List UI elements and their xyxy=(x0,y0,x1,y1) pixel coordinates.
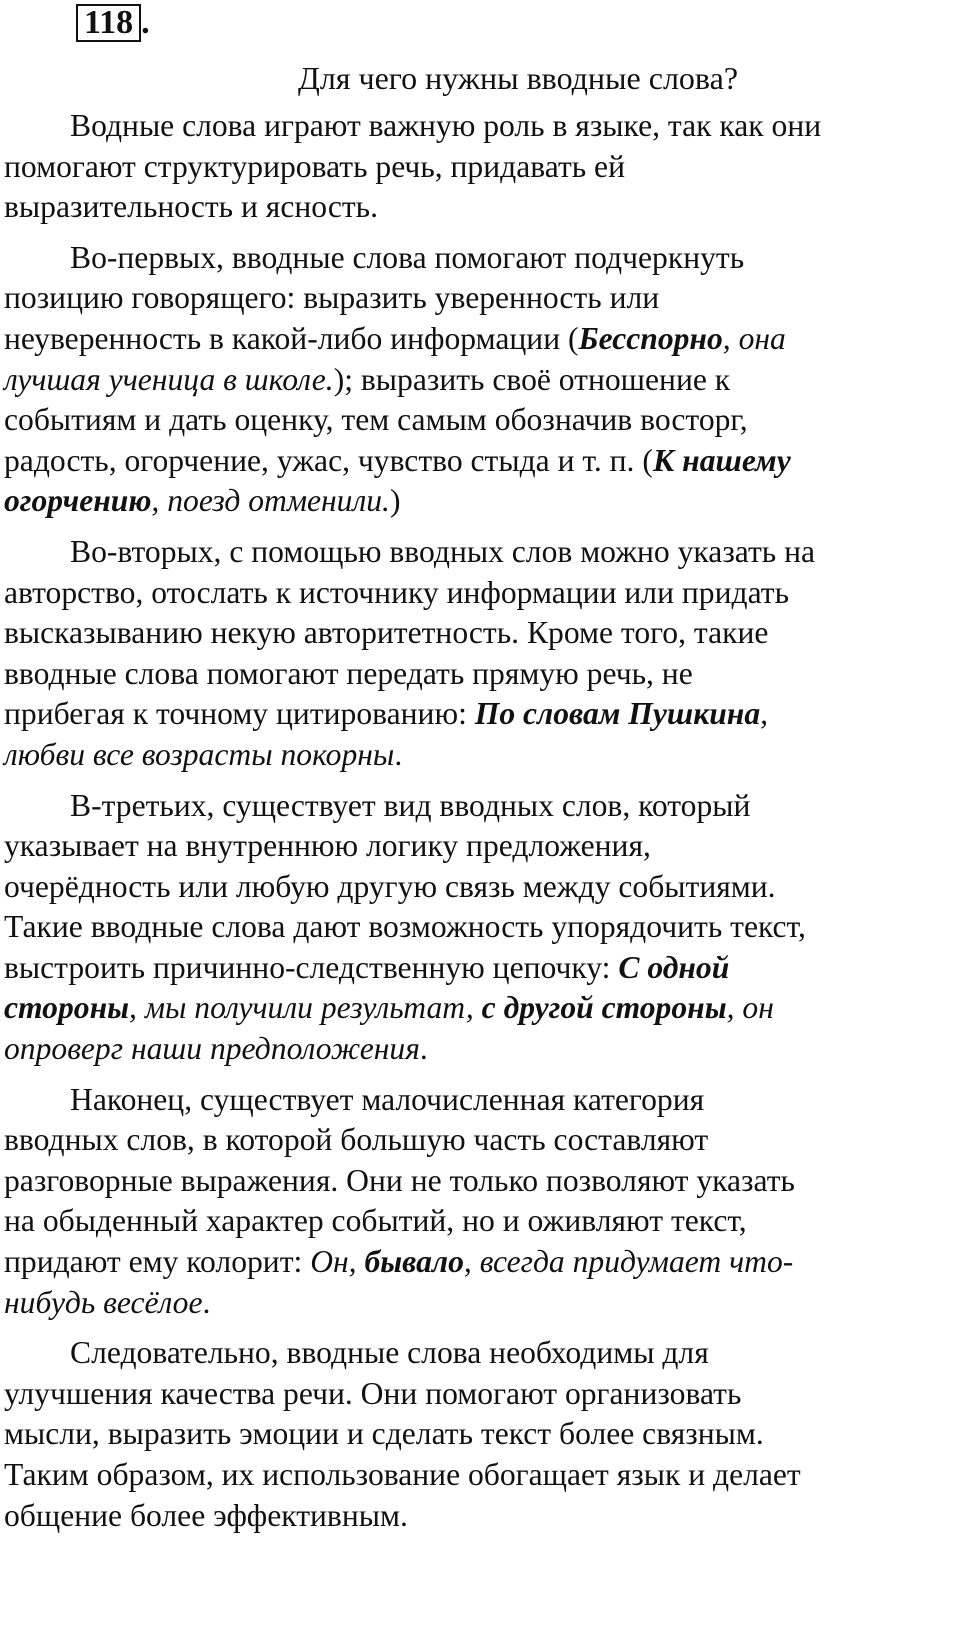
example-bold: бывало xyxy=(364,1244,464,1280)
example-bold: Бесспорно xyxy=(578,320,723,356)
example-italic: любви все возрасты покорны xyxy=(4,736,395,772)
example-bold: По словам Пушкина xyxy=(474,696,761,732)
paragraph-2: Во-первых, вводные слова помогают подчеркнуть позицию говорящего: выразить уверенность или неуверенность в какой-либо информации (Бесспорно, она лучшая ученица в школе.); выразить своё отношение к событиям и дать оценку, тем самым обозначив восторг, радость, огорчение, ужас, чувство стыда и т. п. (К нашему огорчению, поезд отменили.) xyxy=(4,239,791,519)
essay-title: Для чего нужны вводные слова? xyxy=(297,60,739,96)
example-italic: лучшая ученица в школе. xyxy=(4,361,334,397)
paragraph-1: Водные слова играют важную роль в языке, так как они помогают структурировать речь, придавать ей выразительность и ясность. xyxy=(4,108,822,225)
essay-body xyxy=(4,106,939,1546)
exercise-number-dot: . xyxy=(141,4,150,41)
example-bold: с другой стороны xyxy=(481,990,727,1026)
example-bold: С одной xyxy=(618,949,730,985)
paragraph-4: В-третьих, существует вид вводных слов, который указывает на внутреннюю логику предложения, очерёдность или любую другую связь между событиями. Такие вводные слова дают возможность упорядочить текст, выстроить причинно-следственную цепочку: С одной стороны, мы получили результат, с другой стороны, он опроверг наши предположения. xyxy=(4,787,806,1067)
example-bold: К нашему xyxy=(652,442,791,478)
example-italic: , всегда придумает что- xyxy=(463,1244,794,1280)
paragraph-6: Следовательно, вводные слова необходимы для улучшения качества речи. Они помогают организовать мысли, выразить эмоции и сделать текст более связным. Таким образом, их использование обогащает язык и делает общение более эффективным. xyxy=(4,1335,801,1533)
example-italic: , мы получили результат, xyxy=(129,990,482,1026)
exercise-number xyxy=(76,4,150,42)
example-italic: нибудь весёлое xyxy=(4,1284,203,1320)
example-bold: стороны xyxy=(4,990,130,1026)
paragraph-5: Наконец, существует малочисленная категория вводных слов, в которой большую часть составляют разговорные выражения. Они не только позволяют указать на обыденный характер событий, но и оживляют текст, придают ему колорит: Он, бывало, всегда придумает что- нибудь весёлое. xyxy=(4,1081,795,1320)
paragraph-3: Во-вторых, с помощью вводных слов можно указать на авторство, отослать к источнику информации или придать высказыванию некую авторитетность. Кроме того, такие вводные слова помогают передать прямую речь, не прибегая к точному цитированию: По словам Пушкина, любви все возрасты покорны. xyxy=(4,533,816,772)
example-italic: опроверг наши предположения xyxy=(4,1031,420,1067)
example-italic: , поезд отменили. xyxy=(151,483,390,519)
exercise-number-box: 118 xyxy=(76,4,141,42)
example-bold: огорчению xyxy=(4,483,152,519)
example-italic: Он, xyxy=(310,1244,365,1280)
